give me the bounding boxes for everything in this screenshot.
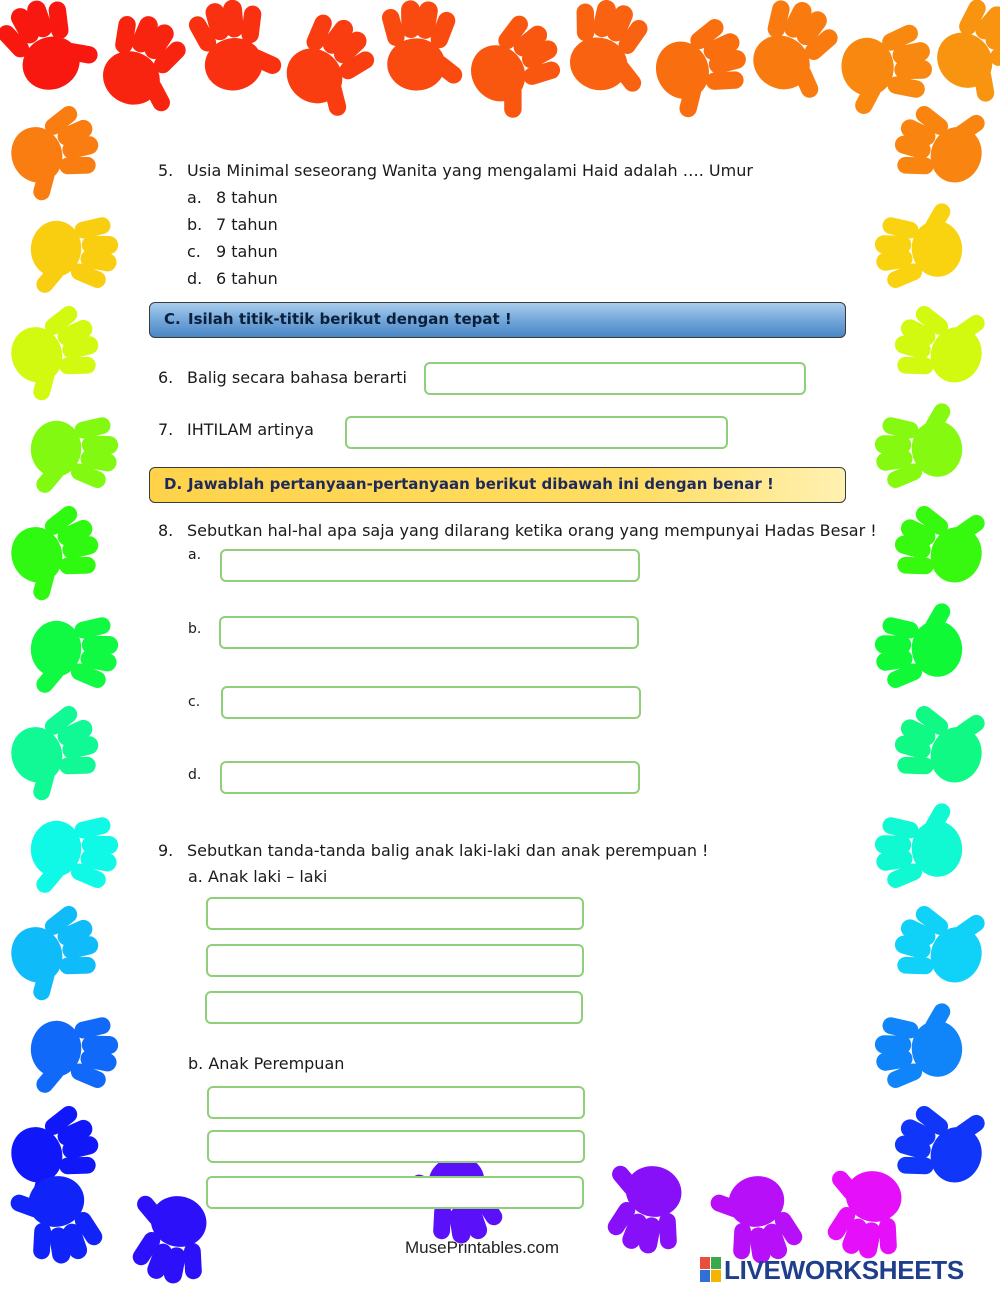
handprint-icon [27,209,122,302]
section-d-text: Jawablah pertanyaan-pertanyaan berikut dibawah ini dengan benar ! [188,475,774,493]
question-5-number: 5. [158,161,174,180]
answer-8d-input[interactable] [220,761,640,794]
question-8: 8. Sebutkan hal-hal apa saja yang dilarang ketika orang yang mempunyai Hadas Besar ! [158,521,877,540]
question-9-boy-label: a. Anak laki – laki [188,867,328,886]
question-9: 9. Sebutkan tanda-tanda balig anak laki-laki dan anak perempuan ! [158,841,709,860]
answer-8b-input[interactable] [219,616,639,649]
handprint-icon [919,0,1000,114]
answer-9-girl-2-input[interactable] [207,1130,585,1163]
option-5c[interactable]: c. 9 tahun [187,242,278,261]
option-5a[interactable]: a. 8 tahun [187,188,278,207]
answer-8c-input[interactable] [221,686,641,719]
answer-7-input[interactable] [345,416,728,449]
option-5b[interactable]: b. 7 tahun [187,215,278,234]
handprint-icon [27,609,122,702]
handprint-icon [871,799,966,892]
handprint-icon [0,0,107,103]
handprint-icon [871,599,966,692]
handprint-icon [837,20,938,119]
handprint-icon [268,2,395,129]
muse-printables-credit: MusePrintables.com [405,1238,560,1257]
handprint-icon [0,698,112,809]
liveworksheets-blocks-icon [700,1257,722,1283]
question-9-text: Sebutkan tanda-tanda balig anak laki-laki dan anak perempuan ! [187,841,709,860]
handprint-icon [554,0,666,103]
question-8-item-c: c. [188,694,201,710]
handprint-icon [591,1155,697,1262]
handprint-icon [454,4,579,129]
handprint-icon [871,399,966,492]
handprint-icon [3,1167,109,1274]
question-5-text: Usia Minimal seseorang Wanita yang mengalami Haid adalah …. Umur [187,161,753,180]
handprint-icon [885,1088,997,1199]
handprint-icon [885,688,997,799]
answer-9-boy-1-input[interactable] [206,897,584,930]
handprint-icon [871,999,966,1092]
handprint-icon [27,1009,122,1102]
question-8-item-a: a. [188,547,202,563]
question-6: 6. Balig secara bahasa berarti [158,368,407,387]
handprint-icon [885,488,997,599]
section-c-text: Isilah titik-titik berikut dengan tepat ! [188,310,512,328]
option-5d[interactable]: d. 6 tahun [187,269,278,288]
section-c-letter: C. [164,310,181,328]
handprint-icon [871,199,966,292]
handprint-icon [183,0,288,97]
handprint-icon [885,88,997,199]
answer-9-boy-3-input[interactable] [205,991,583,1024]
question-8-text: Sebutkan hal-hal apa saja yang dilarang ketika orang yang mempunyai Hadas Besar ! [187,521,877,540]
question-8-item-b: b. [188,621,202,637]
question-8-item-d: d. [188,767,202,783]
handprint-icon [376,0,470,93]
handprint-icon [644,11,761,127]
liveworksheets-brand: LIVEWORKSHEETS [724,1255,964,1285]
question-7: 7. IHTILAM artinya [158,420,314,439]
handprint-icon [85,3,205,124]
section-c-header [149,302,846,338]
handprint-icon [0,98,112,209]
handprint-icon [0,298,112,409]
section-d-header [149,467,846,503]
answer-9-girl-1-input[interactable] [207,1086,585,1119]
handprint-icon [885,888,997,999]
question-7-text: IHTILAM artinya [187,420,314,439]
handprint-icon [0,498,112,609]
answer-8a-input[interactable] [220,549,640,582]
section-d-letter: D. [164,475,183,493]
answer-9-boy-2-input[interactable] [206,944,584,977]
question-5 [158,161,753,181]
question-6-text: Balig secara bahasa berarti [187,368,407,387]
answer-9-girl-3-input[interactable] [206,1176,584,1209]
question-9-girl-label: b. Anak Perempuan [188,1054,345,1073]
handprint-icon [811,1160,917,1267]
answer-6-input[interactable] [424,362,806,395]
handprint-icon [27,809,122,902]
handprint-icon [0,898,112,1009]
handprint-icon [735,0,858,111]
handprint-icon [27,409,122,502]
handprint-icon [885,288,997,399]
